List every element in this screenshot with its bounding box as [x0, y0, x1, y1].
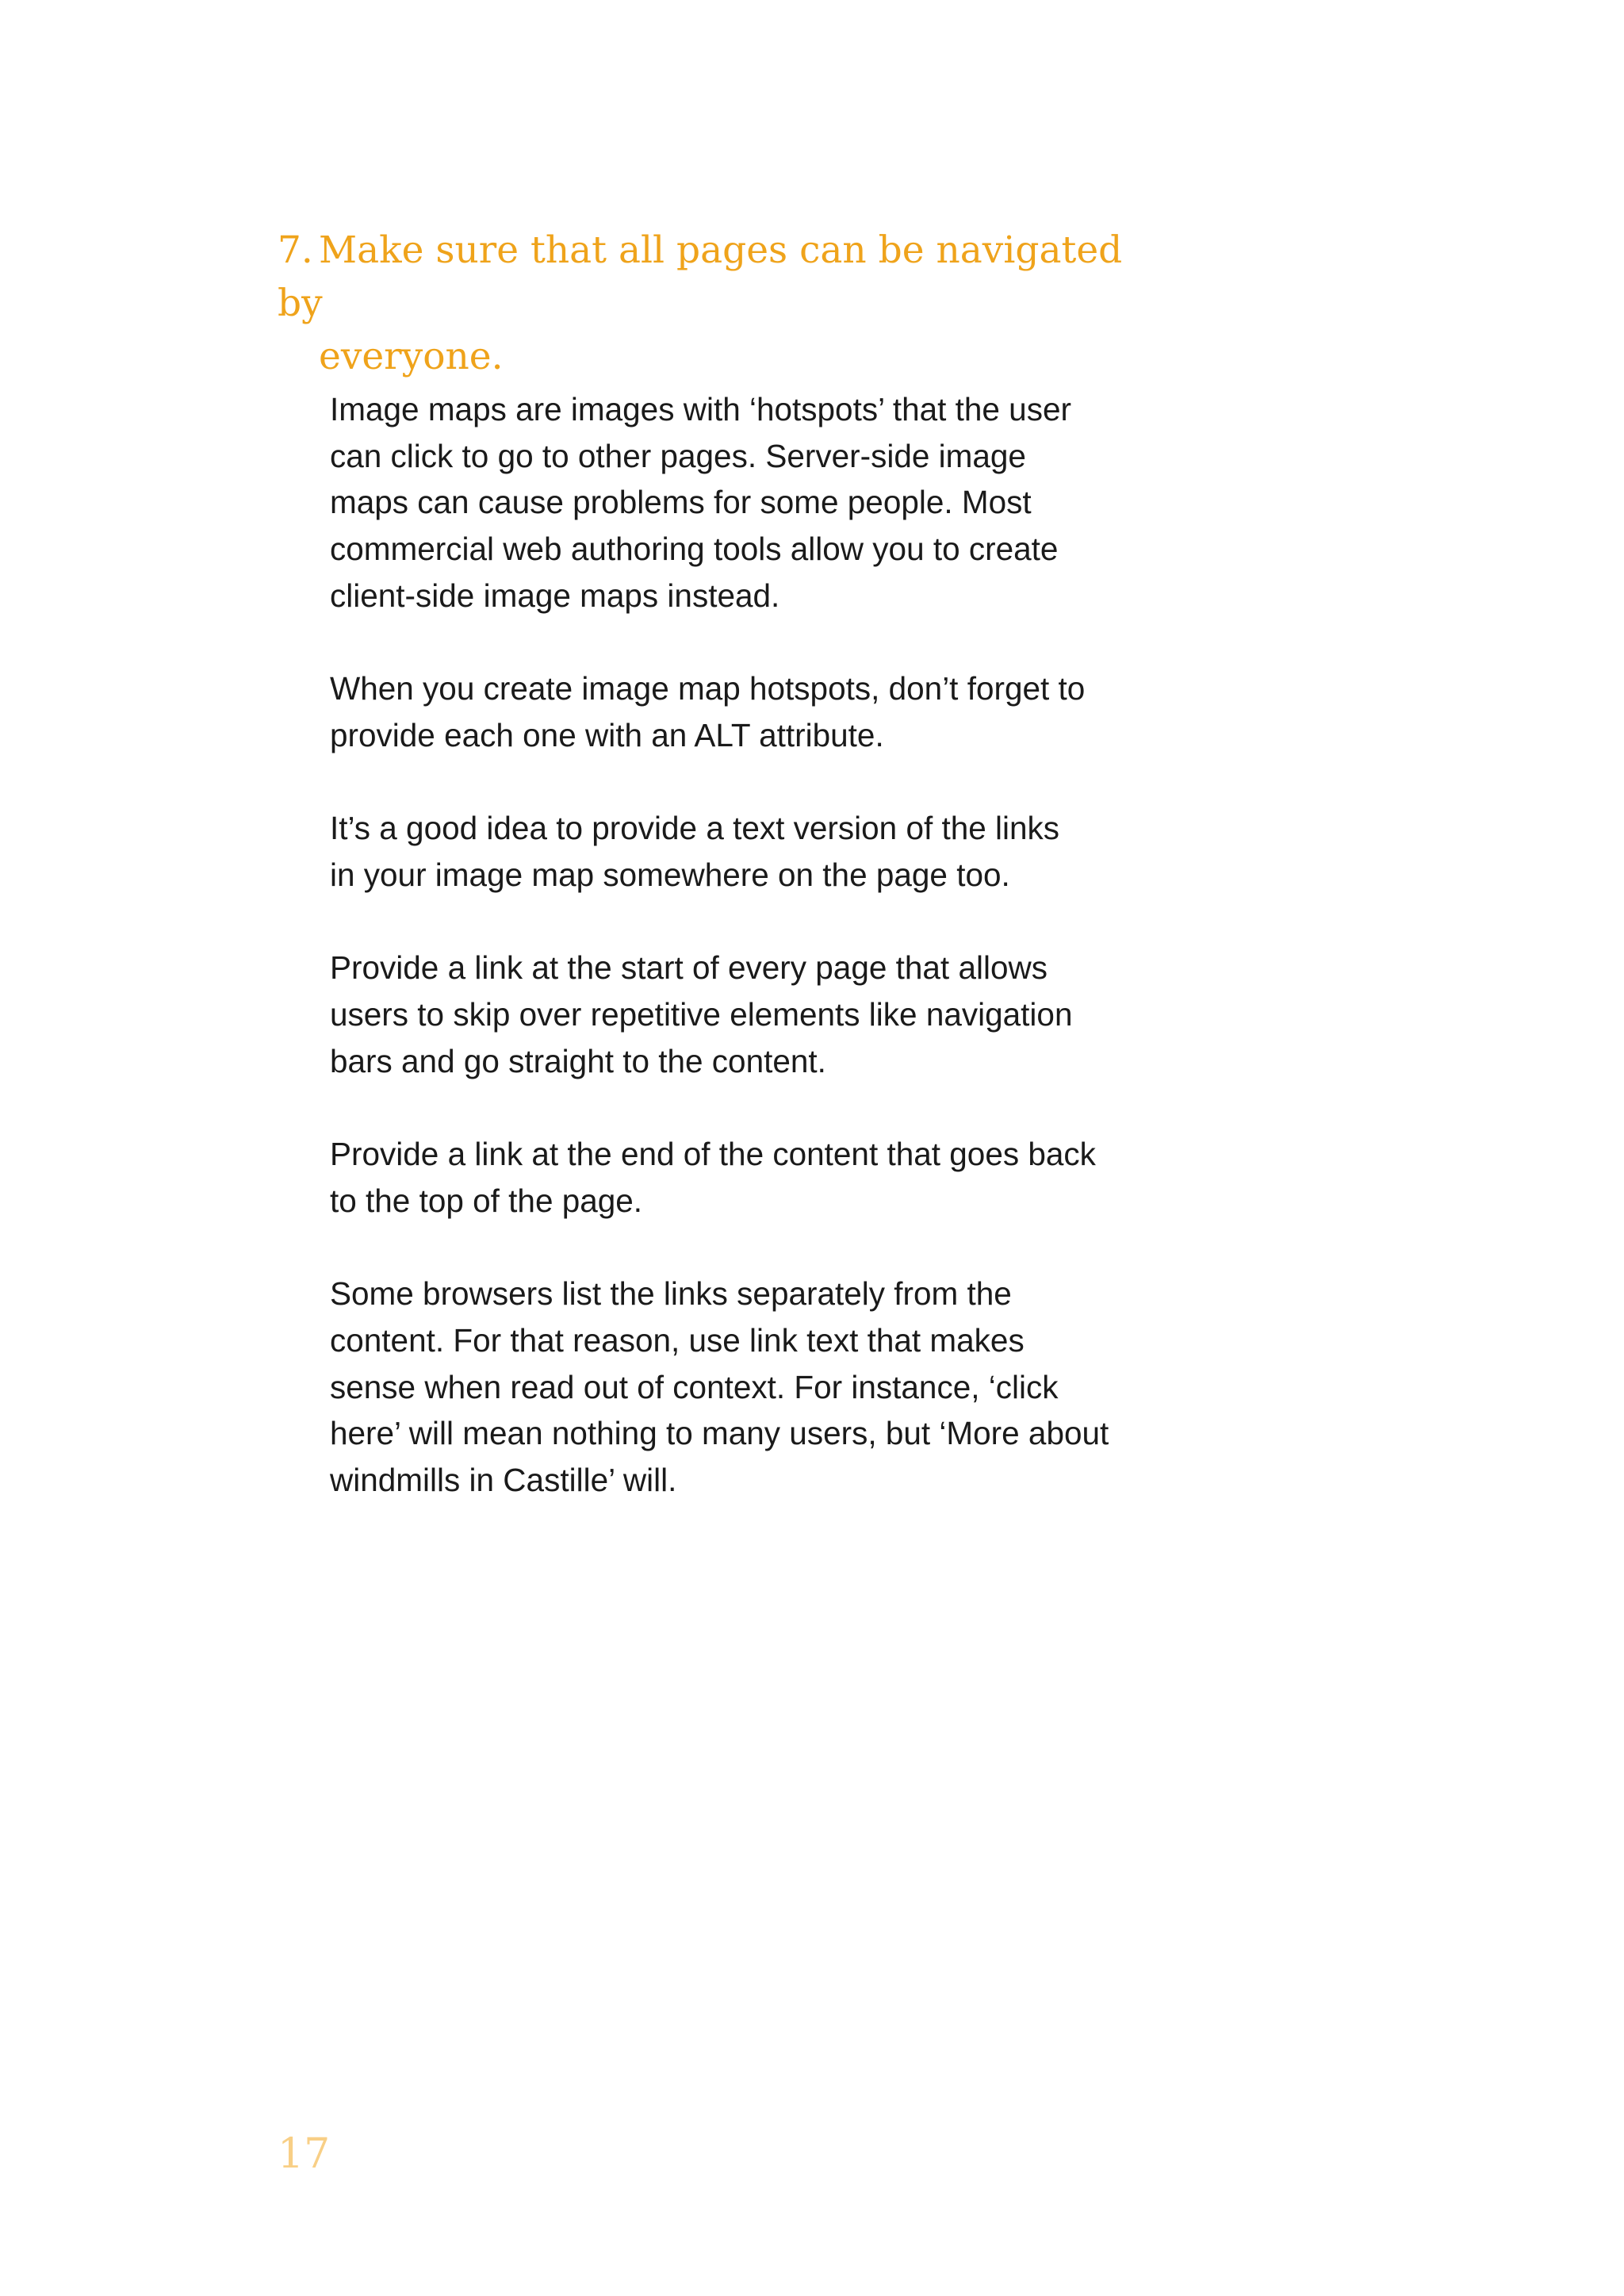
paragraph-back-to-top: Provide a link at the end of the content that goes back to the top of the page.: [330, 1136, 1096, 1219]
page-number: 17: [278, 2130, 331, 2178]
body-text: [330, 386, 1123, 1550]
paragraph-text-version: It’s a good idea to provide a text version of the links in your image map somewhere on the page too.: [330, 810, 1060, 893]
section-heading-line-1: Make sure that all pages can be navigated by: [278, 228, 1123, 325]
paragraph-skip-link: Provide a link at the start of every page that allows users to skip over repetitive elements like navigation bars and go straight to the content.: [330, 949, 1073, 1079]
section-heading-line-2: everyone.: [319, 335, 504, 378]
paragraph-link-text: Some browsers list the links separately from the content. For that reason, use link text that makes sense when read out of context. For instance, ‘click here’ will mean nothing to many users, but ‘More about windmills in Castille’ will.: [330, 1275, 1109, 1499]
section-heading: [278, 224, 1150, 383]
paragraph-alt-attribute: When you create image map hotspots, don’t forget to provide each one with an ALT attribute.: [330, 670, 1086, 753]
paragraph-image-maps: Image maps are images with ‘hotspots’ that the user can click to go to other pages. Server-side image maps can cause problems for some people. Most commercial web authoring tools allow you to create client-side image maps instead.: [330, 391, 1071, 614]
section-number: 7.: [278, 228, 313, 272]
